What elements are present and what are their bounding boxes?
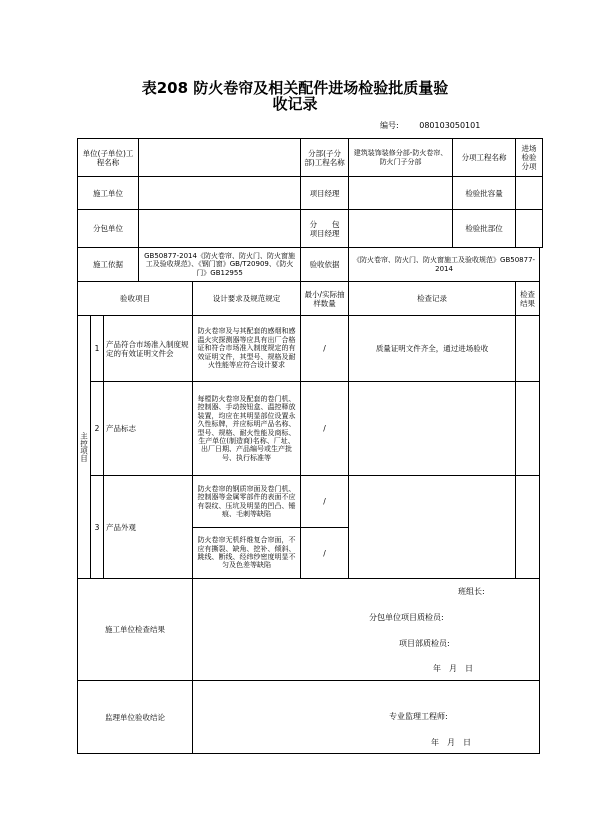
item-2-sample[interactable]: / <box>301 382 349 476</box>
item-3-result[interactable] <box>516 476 540 579</box>
item-2-name: 产品标志 <box>104 382 193 476</box>
unit-project-value[interactable] <box>139 139 301 177</box>
project-qc-label: 项目部质检员: <box>399 639 450 648</box>
item-3-name: 产品外观 <box>104 476 193 579</box>
doc-number-label: 编号: <box>380 121 399 130</box>
subcontractor-label: 分包单位 <box>78 210 139 248</box>
item-2-result[interactable] <box>516 382 540 476</box>
col-header-item: 验收项目 <box>78 282 193 316</box>
supervisor-engineer-label: 专业监理工程师: <box>389 712 448 721</box>
item-3-no: 3 <box>91 476 104 579</box>
supervisor-result-area[interactable] <box>193 681 540 754</box>
sub-project-value[interactable]: 建筑装饰装修分部-防火卷帘、防火门子分部 <box>349 139 453 177</box>
col-header-result: 检查结果 <box>516 282 540 316</box>
item-2-no: 2 <box>91 382 104 476</box>
item-1-record[interactable]: 质量证明文件齐全，通过进场验收 <box>349 316 516 382</box>
project-manager-value[interactable] <box>349 177 453 210</box>
subcontractor-value[interactable] <box>139 210 301 248</box>
inspection-form <box>77 138 543 754</box>
item-2-requirement: 每樘防火卷帘及配套的卷门机、控制器、手动按钮盒、温控释放装置，均应在其明显部位设置永久性标牌，并应标明产品名称、型号、规格、耐火性能及商标、生产单位(制造商)名称、厂址、出厂日期、产品编号或生产批号、执行标准等 <box>193 382 301 476</box>
item-3-record[interactable] <box>349 476 516 579</box>
item-project-label: 分项工程名称 <box>453 139 516 177</box>
sub-pm-label-line1: 分 包 <box>309 219 340 229</box>
item-1-no: 1 <box>91 316 104 382</box>
item-project-value[interactable]: 进场检验分项 <box>516 139 543 177</box>
sub-pm-value[interactable] <box>349 210 453 248</box>
item-1-sample[interactable]: / <box>301 316 349 382</box>
sub-pm-label-line2: 项目经理 <box>309 228 340 238</box>
project-manager-label: 项目经理 <box>301 177 349 210</box>
item-3a-requirement: 防火卷帘的钢质帘面及卷门机、控制器等金属零部件的表面不应有裂纹、压坑及明显的凹凸、锤痕、毛刺等缺陷 <box>193 476 301 528</box>
sub-project-label: 分部(子分部)工程名称 <box>301 139 349 177</box>
batch-location-value[interactable] <box>516 210 543 248</box>
doc-number <box>380 120 480 131</box>
batch-capacity-value[interactable] <box>516 177 543 210</box>
sub-pm-label <box>301 210 349 248</box>
supervisor-result-label: 监理单位验收结论 <box>78 681 193 754</box>
item-1-name: 产品符合市场准入制度规定的有效证明文件会 <box>104 316 193 382</box>
batch-location-label: 检验批部位 <box>453 210 516 248</box>
unit-project-label: 单位(子单位)工程名称 <box>78 139 139 177</box>
basis-label: 施工依据 <box>78 248 139 282</box>
doc-number-value[interactable]: 080103050101 <box>419 121 481 130</box>
col-header-record: 检查记录 <box>349 282 516 316</box>
team-leader-label: 班组长: <box>458 587 485 596</box>
supervisor-date: 年 月 日 <box>431 738 472 747</box>
page-title-line1: 表208 防火卷帘及相关配件进场检验批质量验 <box>141 79 449 97</box>
basis-value[interactable]: GB50877-2014《防火卷帘、防火门、防火窗施工及验收规范》、《钢门窗》GB/T20909、《防火门》GB12955 <box>139 248 301 282</box>
item-2-record[interactable] <box>349 382 516 476</box>
accept-basis-label: 验收依据 <box>301 248 349 282</box>
item-3b-requirement: 防火卷帘无机纤维复合帘面，不应有撕裂、缺角、挖补、倾斜、跳线、断线、经纬纱密度明显不匀及色差等缺陷 <box>193 528 301 579</box>
sub-qc-label: 分包单位项目质检员: <box>369 613 444 622</box>
main-control-label: 主控项目 <box>79 432 89 462</box>
contractor-result-area[interactable] <box>193 579 540 681</box>
main-control-label-cell <box>78 316 91 579</box>
contractor-value[interactable] <box>139 177 301 210</box>
item-3b-sample[interactable]: / <box>301 528 349 579</box>
contractor-date: 年 月 日 <box>433 664 474 673</box>
col-header-design: 设计要求及规范规定 <box>193 282 301 316</box>
item-1-result[interactable] <box>516 316 540 382</box>
accept-basis-value[interactable]: 《防火卷帘、防火门、防火窗施工及验收规范》GB50877-2014 <box>349 248 540 282</box>
contractor-label: 施工单位 <box>78 177 139 210</box>
page-title-line2: 收记录 <box>272 95 318 113</box>
item-1-requirement: 防火卷帘及与其配套的感烟和感温火灾探测器等应具有出厂合格证和符合市场准入制度规定的有效证明文件，其型号、规格及耐火性能等应符合设计要求 <box>193 316 301 382</box>
item-3a-sample[interactable]: / <box>301 476 349 528</box>
col-header-sample: 最小/实际抽样数量 <box>301 282 349 316</box>
batch-capacity-label: 检验批容量 <box>453 177 516 210</box>
contractor-result-label: 施工单位检查结果 <box>78 579 193 681</box>
